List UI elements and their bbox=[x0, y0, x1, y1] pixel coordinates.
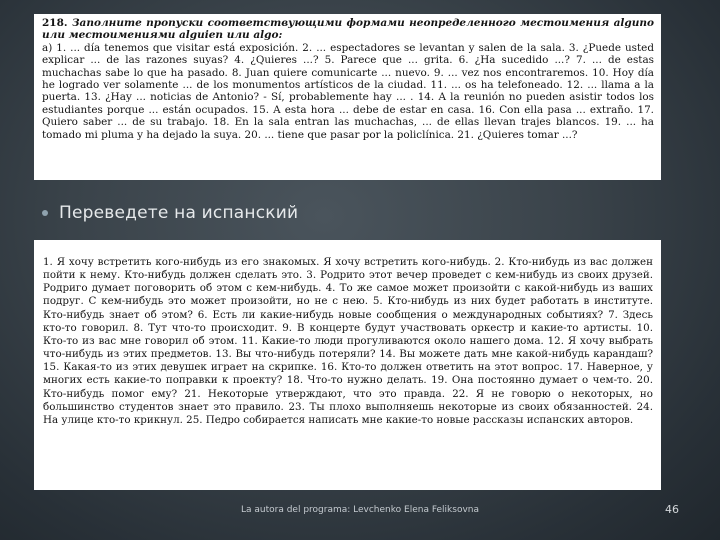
russian-exercise-card bbox=[34, 240, 661, 490]
russian-exercise-text: 1. Я хочу встретить кого-нибудь из его знакомых. Я хочу встретить кого-нибудь. 2. Кто-нибудь из вас должен пойти к нему. Кто-нибудь должен сделать это. 3. Родрито этот вечер проведет с кем-нибудь из своих друзей. Родриго думает поговорить об этом с кем-нибудь. 4. То же самое может произойти с какой-нибудь из ваших подруг. С кем-нибудь это может произойти, но не с нею. 5. Кто-нибудь из них будет работать в институте. Кто-нибудь знает об этом? 6. Есть ли какие-нибудь новые сообщения о международных событиях? 7. Здесь кто-то говорил. 8. Тут что-то происходит. 9. В концерте будут участвовать оркестр и какие-то артисты. 10. Кто-то из вас мне говорил об этом. 11. Какие-то люди прогуливаются около нашего дома. 12. Я хочу выбрать что-нибудь из этих предметов. 13. Вы что-нибудь потеряли? 14. Вы можете дать мне какой-нибудь карандаш? 15. Какая-то из этих девушек играет на скрипке. 16. Кто-то должен ответить на этот вопрос. 17. Наверное, у многих есть какие-то поправки к проекту? 18. Что-то нужно делать. 19. Она постоянно думает о чем-то. 20. Кто-нибудь помог ему? 21. Некоторые утверждают, что это правда. 22. Я не говорю о некоторых, но большинство студентов знает это правило. 23. Ты плохо выполняешь некоторые из своих обязанностей. 24. На улице кто-то крикнул. 25. Педро собирается написать мне какие-то новые рассказы испанских авторов. bbox=[43, 256, 653, 426]
spanish-exercise-text: а) 1. ... día tenemos que visitar está exposición. 2. ... espectadores se levantan y salen de la sala. 3. ¿Puede usted explicar ... de las razones suyas? 4. ¿Quieres ...? 5. Parece que ... grita. 6. ¿Ha sucedido ...? 7. ... de estas muchachas sabe lo que ha pasado. 8. Juan quiere comunicarte ... nuevo. 9. ... vez nos encontraremos. 10. Hoy día he logrado ver solamente ... de los monumentos artísticos de la ciudad. 11. ... os ha telefoneado. 12. ... llama a la puerta. 13. ¿Hay ... noticias de Antonio? - Sí, probablemente hay ... . 14. A la reunión no pueden asistir todos los estudiantes porque ... están ocupados. 15. A esta hora ... debe de estar en casa. 16. Con ella pasa ... extraño. 17. Quiero saber ... de su trabajo. 18. En la sala entran las muchachas, ... de ellas llevan trajes blancos. 19. ... ha tomado mi pluma y ha dejado la suya. 20. ... tiene que pasar por la policlínica. 21. ¿Quieres tomar ...? bbox=[42, 41, 654, 141]
bullet-text: Переведете на испанский bbox=[59, 203, 299, 223]
exercise-instruction: Заполните пропуски соответствующими формами неопределенного местоимения alguno или местоимениями alguien или algo: bbox=[42, 17, 655, 42]
spanish-exercise-card bbox=[34, 14, 661, 180]
bullet-dot-icon bbox=[42, 210, 48, 216]
exercise-number: 218. bbox=[42, 17, 68, 29]
bullet-item bbox=[42, 203, 298, 223]
page-number: 46 bbox=[665, 503, 679, 516]
exercise-heading bbox=[42, 17, 654, 42]
footer-author: La autora del programa: Levchenko Elena Feliksovna bbox=[240, 505, 479, 515]
